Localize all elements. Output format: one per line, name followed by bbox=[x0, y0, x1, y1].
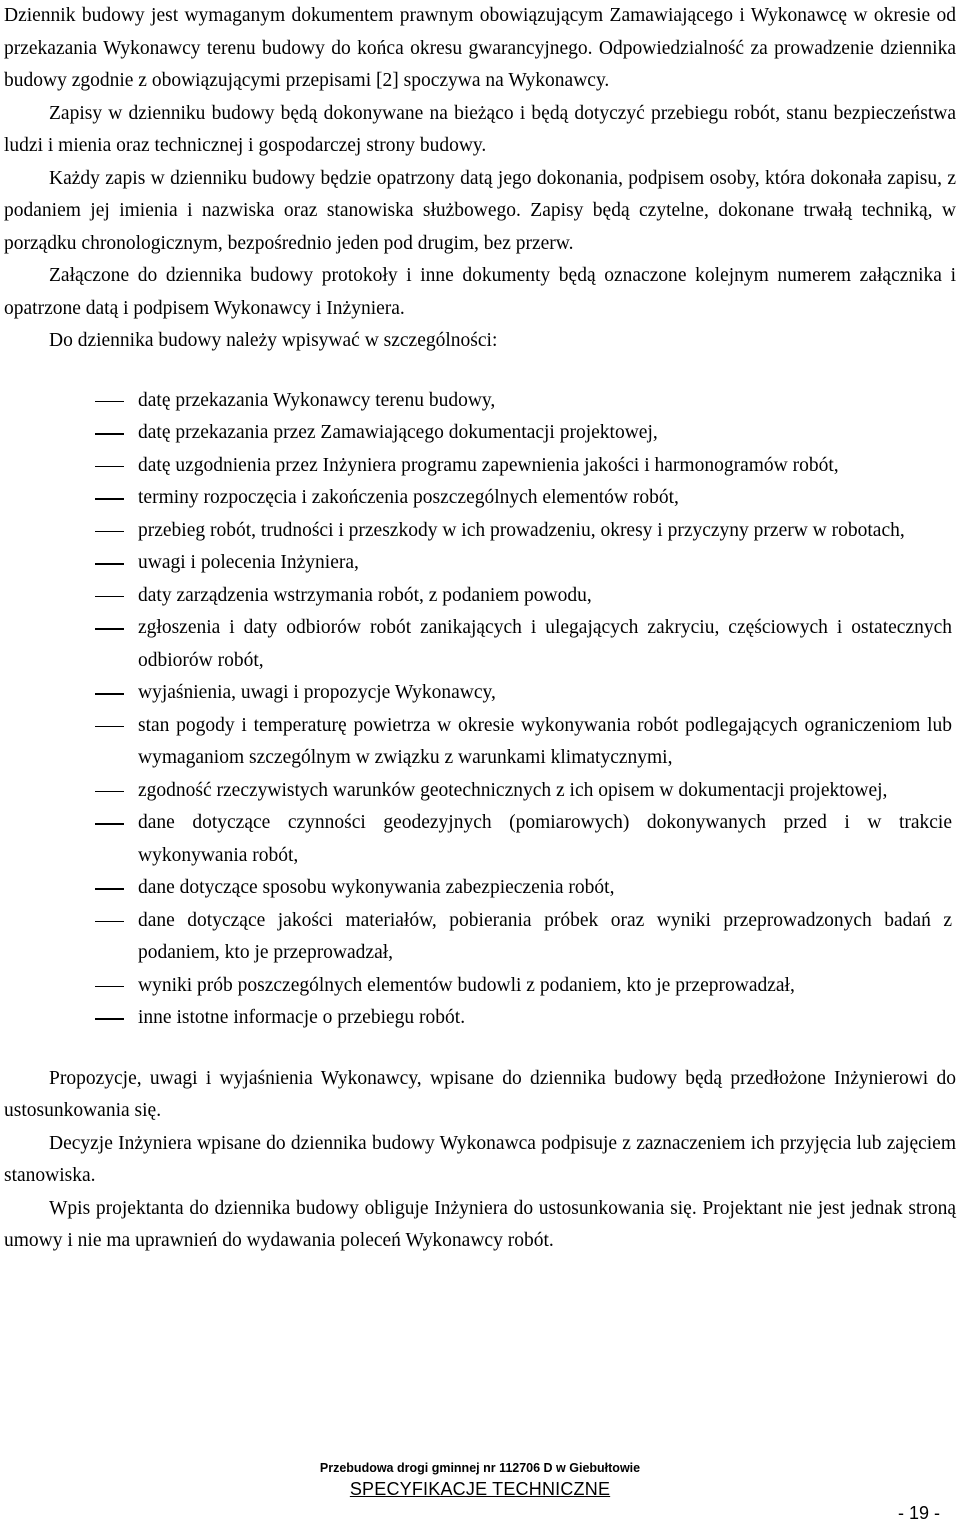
footer-spec-label: SPECYFIKACJE TECHNICZNE bbox=[349, 1479, 611, 1499]
paragraph-designer-entry: Wpis projektanta do dziennika budowy obliguje Inżyniera do ustosunkowania się. Projektant nie jest jednak stroną umowy i nie ma uprawnień do wydawania poleceń Wykonawcy robót. bbox=[4, 1197, 956, 1251]
paragraph-list-intro: Do dziennika budowy należy wpisywać w szczególności: bbox=[49, 330, 498, 351]
paragraph-entries-scope: Zapisy w dzienniku budowy będą dokonywane na bieżąco i będą dotyczyć przebiegu robót, stanu bezpieczeństwa ludzi i mienia oraz technicznej i gospodarczej strony budowy. bbox=[4, 102, 956, 156]
page-number: - 19 - bbox=[897, 1503, 940, 1523]
entries-list bbox=[4, 385, 956, 1035]
footer-project-title: Przebudowa drogi gminnej nr 112706 D w Giebułtowie bbox=[319, 1461, 641, 1475]
document-body bbox=[4, 0, 956, 1258]
list-item: przebieg robót, trudności i przeszkody w ich prowadzeniu, okresy i przyczyny przerw w robotach, bbox=[4, 515, 956, 548]
list-item: wyjaśnienia, uwagi i propozycje Wykonawcy, bbox=[4, 677, 956, 710]
list-item: terminy rozpoczęcia i zakończenia poszczególnych elementów robót, bbox=[4, 482, 956, 515]
list-item: zgodność rzeczywistych warunków geotechnicznych z ich opisem w dokumentacji projektowej, bbox=[4, 775, 956, 808]
list-item: uwagi i polecenia Inżyniera, bbox=[4, 547, 956, 580]
paragraph-intro: Dziennik budowy jest wymaganym dokumentem prawnym obowiązującym Zamawiającego i Wykonawcę w okresie od przekazania Wykonawcy terenu budowy do końca okresu gwarancyjnego. Odpowiedzialność za prowadzenie dziennika budowy zgodnie z obowiązującymi przepisami [2] spoczywa na Wykonawcy. bbox=[4, 5, 956, 91]
list-item: dane dotyczące czynności geodezyjnych (pomiarowych) dokonywanych przed i w trakcie wykonywania robót, bbox=[4, 807, 956, 872]
list-item: wyniki prób poszczególnych elementów budowli z podaniem, kto je przeprowadzał, bbox=[4, 970, 956, 1003]
paragraph-decisions: Decyzje Inżyniera wpisane do dziennika budowy Wykonawca podpisuje z zaznaczeniem ich przyjęcia lub zajęciem stanowiska. bbox=[4, 1132, 956, 1186]
list-item: datę przekazania Wykonawcy terenu budowy, bbox=[4, 385, 956, 418]
paragraph-entry-format: Każdy zapis w dzienniku budowy będzie opatrzony datą jego dokonania, podpisem osoby, która dokonała zapisu, z podaniem jej imienia i nazwiska oraz stanowiska służbowego. Zapisy będą czytelne, dokonane trwałą techniką, w porządku chronologicznym, bezpośrednio jeden pod drugim, bez przerw. bbox=[4, 167, 956, 254]
list-item: dane dotyczące jakości materiałów, pobierania próbek oraz wyniki przeprowadzonych badań z podaniem, kto je przeprowadzał, bbox=[4, 905, 956, 970]
paragraph-proposals: Propozycje, uwagi i wyjaśnienia Wykonawcy, wpisane do dziennika budowy będą przedłożone Inżynierowi do ustosunkowania się. bbox=[4, 1067, 956, 1121]
paragraph-attachments: Załączone do dziennika budowy protokoły i inne dokumenty będą oznaczone kolejnym numerem załącznika i opatrzone datą i podpisem Wykonawcy i Inżyniera. bbox=[4, 265, 956, 319]
list-item: datę uzgodnienia przez Inżyniera programu zapewnienia jakości i harmonogramów robót, bbox=[4, 450, 956, 483]
list-item: daty zarządzenia wstrzymania robót, z podaniem powodu, bbox=[4, 580, 956, 613]
list-item: datę przekazania przez Zamawiającego dokumentacji projektowej, bbox=[4, 417, 956, 450]
list-item: zgłoszenia i daty odbiorów robót zanikających i ulegających zakryciu, częściowych i ostatecznych odbiorów robót, bbox=[4, 612, 956, 677]
list-item: inne istotne informacje o przebiegu robót. bbox=[4, 1002, 956, 1035]
list-item: dane dotyczące sposobu wykonywania zabezpieczenia robót, bbox=[4, 872, 956, 905]
list-item: stan pogody i temperaturę powietrza w okresie wykonywania robót podlegających ograniczeniom lub wymaganiom szczególnym w związku z warunkami klimatycznymi, bbox=[4, 710, 956, 775]
